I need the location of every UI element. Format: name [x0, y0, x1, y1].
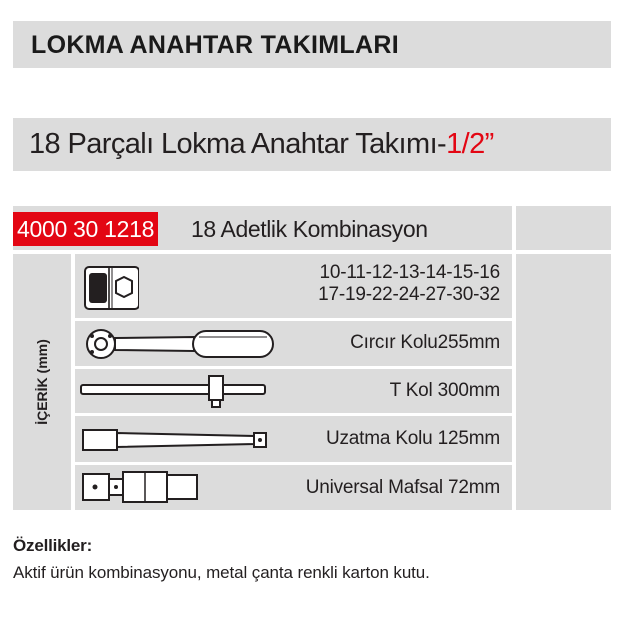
socket-sizes	[318, 262, 500, 306]
side-cell	[516, 254, 611, 510]
features-title: Özellikler:	[13, 536, 93, 555]
product-title-size: 1/2”	[446, 128, 494, 160]
socket-icon	[79, 260, 139, 316]
section-title: LOKMA ANAHTAR TAKIMLARI	[31, 31, 399, 59]
section-header	[13, 21, 611, 68]
content-label-cell	[13, 254, 71, 510]
t-bar-label: T Kol 300mm	[389, 380, 500, 401]
ratchet-label: Cırcır Kolu255mm	[350, 332, 500, 353]
features-text: Aktif ürün kombinasyonu, metal çanta renkli karton kutu.	[13, 563, 430, 582]
content-label: İÇERİK (mm)	[34, 339, 50, 425]
items-list	[75, 254, 512, 510]
list-item	[75, 321, 512, 366]
ratchet-handle-icon	[79, 327, 279, 361]
product-code-badge: 4000 30 1218	[13, 212, 158, 246]
extension-bar-icon	[79, 425, 269, 455]
product-title	[29, 128, 494, 161]
universal-joint-label: Universal Mafsal 72mm	[305, 477, 500, 498]
list-item	[75, 465, 512, 510]
universal-joint-icon	[79, 467, 209, 507]
code-side-cell	[516, 206, 611, 250]
extension-bar-label: Uzatma Kolu 125mm	[325, 428, 500, 449]
product-title-main: 18 Parçalı Lokma Anahtar Takımı-	[29, 128, 447, 160]
product-title-band	[13, 118, 611, 171]
socket-sizes-line-2: 17-19-22-24-27-30-32	[318, 284, 500, 305]
product-description: 18 Adetlik Kombinasyon	[191, 216, 428, 242]
t-bar-icon	[79, 373, 269, 409]
list-item	[75, 369, 512, 413]
list-item	[75, 416, 512, 462]
socket-sizes-line-1: 10-11-12-13-14-15-16	[319, 262, 500, 283]
product-code-row	[13, 206, 512, 250]
list-item	[75, 254, 512, 318]
